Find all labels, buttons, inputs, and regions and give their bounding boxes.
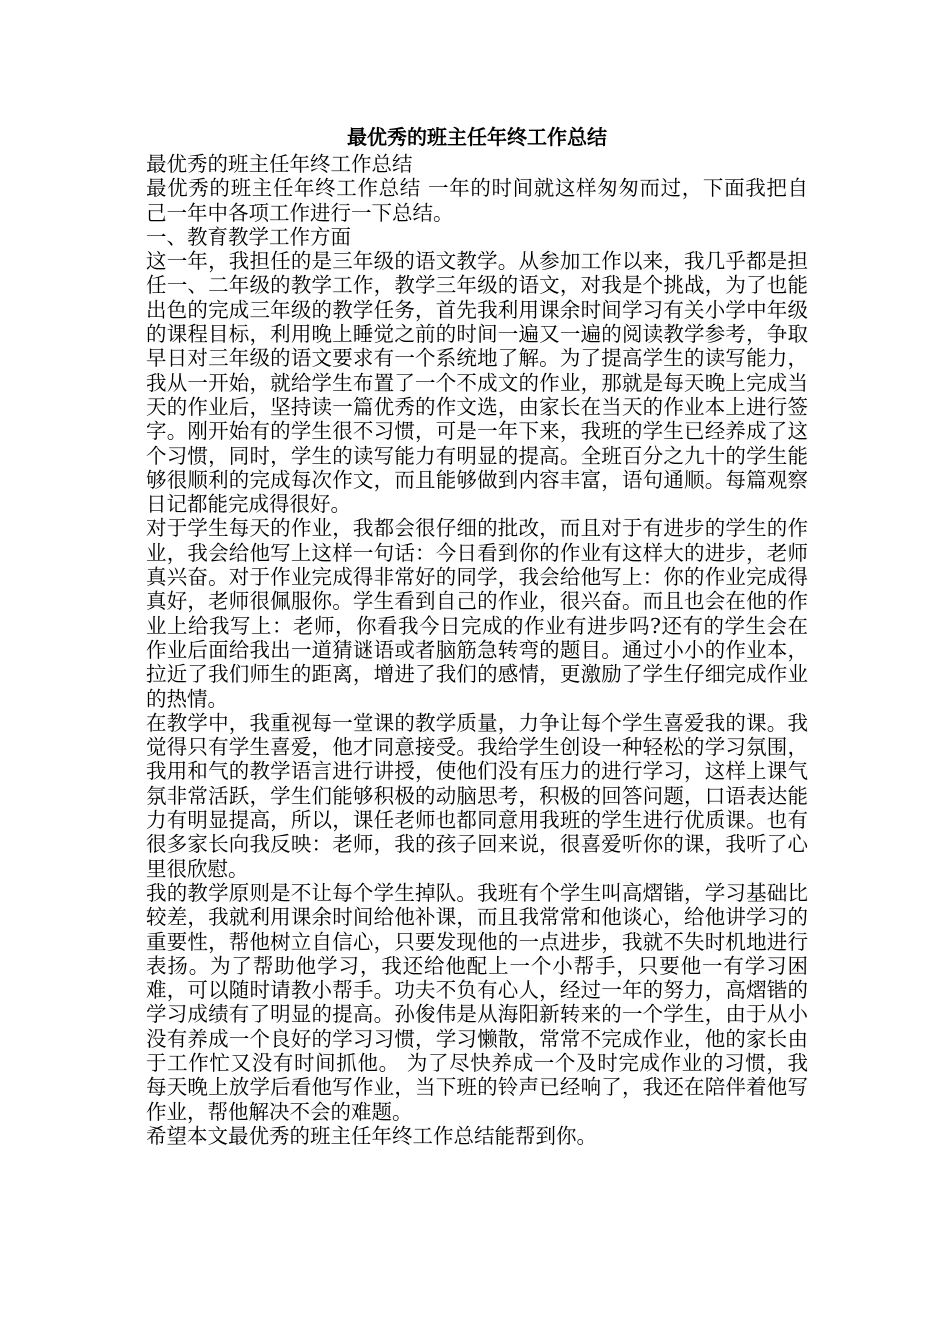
document-page	[146, 124, 808, 1148]
body-paragraph: 这一年，我担任的是三年级的语文教学。从参加工作以来，我几乎都是担任一、二年级的教学工作，教学三年级的语文，对我是个挑战，为了也能出色的完成三年级的教学任务，首先我利用课余时间学习有关小学中年级的课程目标，利用晚上睡觉之前的时间一遍又一遍的阅读教学参考，争取早日对三年级的语文要求有一个系统地了解。为了提高学生的读写能力，我从一开始，就给学生布置了一个不成文的作业，那就是每天晚上完成当天的作业后，坚持读一篇优秀的作文选，由家长在当天的作业本上进行签字。刚开始有的学生很不习惯，可是一年下来，我班的学生已经养成了这个习惯，同时，学生的读写能力有明显的提高。全班百分之九十的学生能够很顺利的完成每次作文，而且能够做到内容丰富，语句通顺。每篇观察日记都能完成得很好。	[146, 249, 808, 517]
subtitle-paragraph: 最优秀的班主任年终工作总结	[146, 152, 413, 176]
section-heading: 一、教育教学工作方面	[146, 224, 351, 249]
document-title: 最优秀的班主任年终工作总结	[347, 125, 607, 149]
body-paragraph: 在教学中，我重视每一堂课的教学质量，力争让每个学生喜爱我的课。我觉得只有学生喜爱，他才同意接受。我给学生创设一种轻松的学习氛围，我用和气的教学语言进行讲授，使他们没有压力的进行学习，这样上课气氛非常活跃，学生们能够积极的动脑思考，积极的回答问题，口语表达能力有明显提高，所以，课任老师也都同意用我班的学生进行优质课。也有很多家长向我反映：老师，我的孩子回来说，很喜爱听你的课，我听了心里很欣慰。	[146, 710, 808, 881]
closing-paragraph: 希望本文最优秀的班主任年终工作总结能帮到你。	[146, 1123, 597, 1148]
body-paragraph: 对于学生每天的作业，我都会很仔细的批改，而且对于有进步的学生的作业，我会给他写上这样一句话：今日看到你的作业有这样大的进步，老师真兴奋。对于作业完成得非常好的同学，我会给他写上：你的作业完成得真好，老师很佩服你。学生看到自己的作业，很兴奋。而且也会在他的作业上给我写上：老师，你看我今日完成的作业有进步吗?还有的学生会在作业后面给我出一道猜谜语或者脑筋急转弯的题目。通过小小的作业本，拉近了我们师生的距离，增进了我们的感情，更激励了学生仔细完成作业的热情。	[146, 516, 808, 711]
body-paragraph: 我的教学原则是不让每个学生掉队。我班有个学生叫高熠锴，学习基础比较差，我就利用课余时间给他补课，而且我常常和他谈心，给他讲学习的重要性，帮他树立自信心，只要发现他的一点进步，我就不失时机地进行表扬。为了帮助他学习，我还给他配上一个小帮手，只要他一有学习困难，可以随时请教小帮手。功夫不负有心人，经过一年的努力，高熠锴的学习成绩有了明显的提高。孙俊伟是从海阳新转来的一个学生，由于从小没有养成一个良好的学习习惯，学习懒散，常常不完成作业，他的家长由于工作忙又没有时间抓他。 为了尽快养成一个及时完成作业的习惯，我每天晚上放学后看他写作业，当下班的铃声已经响了，我还在陪伴着他写作业，帮他解决不会的难题。	[146, 880, 808, 1124]
intro-paragraph: 最优秀的班主任年终工作总结 一年的时间就这样匆匆而过，下面我把自己一年中各项工作进行一下总结。	[146, 176, 808, 225]
